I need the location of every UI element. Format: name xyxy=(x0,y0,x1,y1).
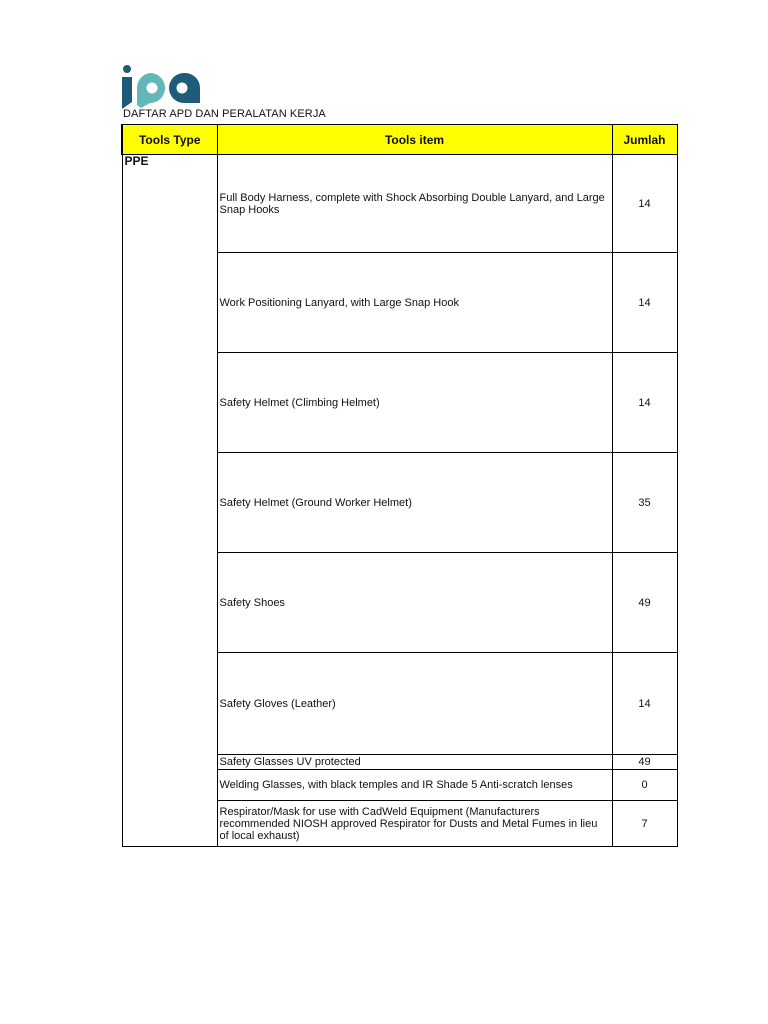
tools-item-cell: Work Positioning Lanyard, with Large Snap Hook xyxy=(217,253,612,353)
logo-stem-shape xyxy=(122,77,132,109)
jumlah-cell: 14 xyxy=(612,653,677,755)
tools-item-cell: Welding Glasses, with black temples and IR Shade 5 Anti-scratch lenses xyxy=(217,770,612,801)
jumlah-cell: 7 xyxy=(612,801,677,847)
tools-item-cell: Full Body Harness, complete with Shock Absorbing Double Lanyard, and Large Snap Hooks xyxy=(217,155,612,253)
tools-item-cell: Safety Glasses UV protected xyxy=(217,755,612,770)
logo-dot-shape xyxy=(123,65,131,73)
logo-bubble-hole xyxy=(147,83,158,94)
tools-item-cell: Safety Gloves (Leather) xyxy=(217,653,612,755)
table-row xyxy=(122,155,677,253)
tools-item-cell: Safety Helmet (Ground Worker Helmet) xyxy=(217,453,612,553)
tools-table xyxy=(121,124,678,847)
jumlah-cell: 14 xyxy=(612,353,677,453)
jumlah-cell: 14 xyxy=(612,155,677,253)
table-header-row xyxy=(122,125,677,155)
header-tools-item: Tools item xyxy=(217,125,612,155)
jumlah-cell: 49 xyxy=(612,755,677,770)
tools-type-cell: PPE xyxy=(122,155,217,847)
tools-item-cell: Safety Helmet (Climbing Helmet) xyxy=(217,353,612,453)
tools-item-cell: Respirator/Mask for use with CadWeld Equipment (Manufacturers recommended NIOSH approved Respirator for Dusts and Metal Fumes in lieu of local exhaust) xyxy=(217,801,612,847)
document-title: DAFTAR APD DAN PERALATAN KERJA xyxy=(123,108,326,120)
jumlah-cell: 14 xyxy=(612,253,677,353)
jumlah-cell: 35 xyxy=(612,453,677,553)
tools-item-cell: Safety Shoes xyxy=(217,553,612,653)
company-logo xyxy=(121,64,201,110)
logo-bubble-hole xyxy=(177,83,188,94)
jumlah-cell: 49 xyxy=(612,553,677,653)
jumlah-cell: 0 xyxy=(612,770,677,801)
header-tools-type: Tools Type xyxy=(122,125,217,155)
header-jumlah: Jumlah xyxy=(612,125,677,155)
